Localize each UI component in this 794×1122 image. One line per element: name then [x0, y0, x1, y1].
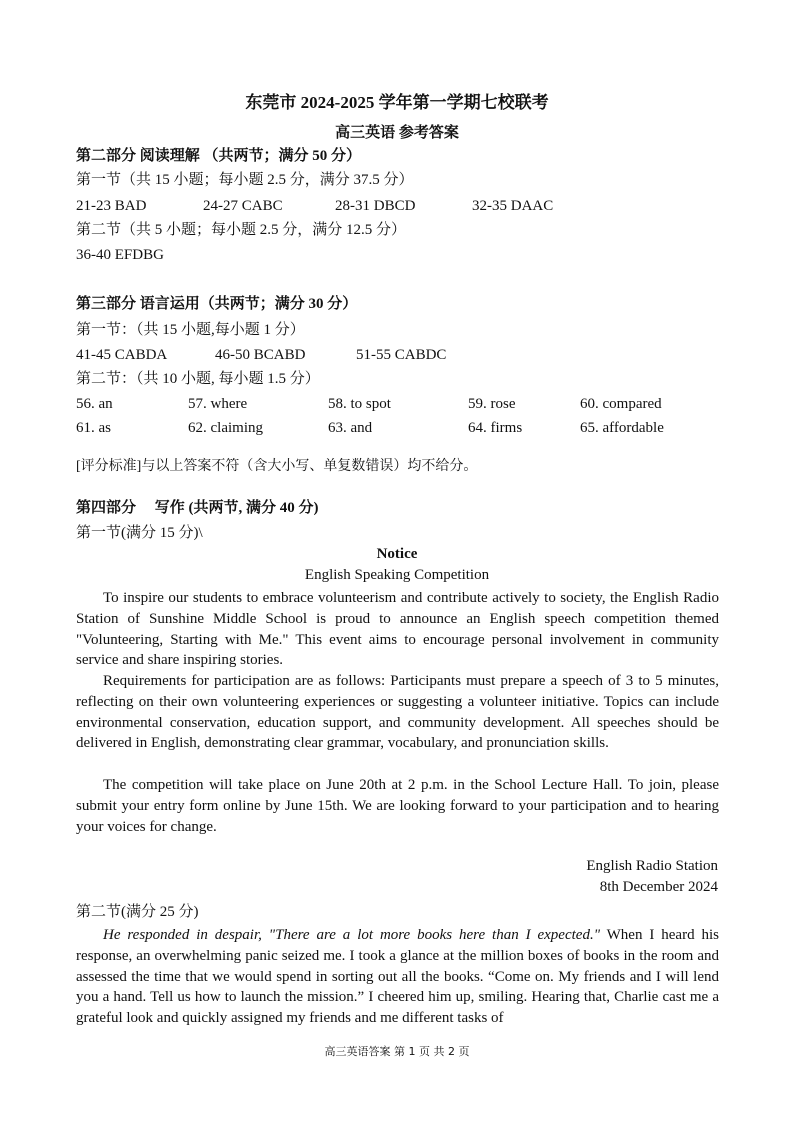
answer-item: 58. to spot	[328, 396, 391, 412]
answer-group: 21-23 BAD	[76, 198, 147, 214]
opening-sentence: He responded in despair, "There are a lot more books here than I expected."	[103, 927, 601, 943]
notice-date: 8th December 2024	[599, 879, 718, 895]
notice-paragraph: The competition will take place on June 20th at 2 p.m. in the School Lecture Hall. To join, please submit your entry form online by June 15th. We are looking forward to your participation and to hearing your voices for change.	[76, 777, 719, 835]
answer-group: 41-45 CABDA	[76, 347, 168, 363]
answer-item: 59. rose	[468, 396, 516, 412]
part2-heading: 第二部分 阅读理解 （共两节；满分 50 分）	[76, 148, 362, 164]
part2-section2-heading: 第二节（共 5 小题；每小题 2.5 分，满分 12.5 分）	[76, 222, 407, 238]
answer-item: 60. compared	[580, 396, 662, 412]
answer-group: 36-40 EFDBG	[76, 247, 164, 263]
answer-item: 63. and	[328, 420, 373, 436]
answer-group: 24-27 CABC	[203, 198, 283, 214]
continuation-paragraph	[76, 925, 719, 1029]
grading-note: [评分标准]与以上答案不符（含大小写、单复数错误）均不给分。	[76, 459, 478, 474]
page-title: 东莞市 2024-2025 学年第一学期七校联考	[245, 93, 549, 112]
answer-item: 56. an	[76, 396, 113, 412]
answer-item: 61. as	[76, 420, 111, 436]
notice-paragraph: Requirements for participation are as follows: Participants must prepare a speech of 3 to 5 minutes, reflecting on their own volunteering experiences or suggesting a volunteer initiative. Topics can include environmental conservation, education support, and community development. All speeches should be delivered in English, demonstrating clear grammar, vocabulary, and pronunciation skills.	[76, 673, 719, 752]
part3-section2-heading: 第二节：（共 10 小题, 每小题 1.5 分）	[76, 371, 320, 387]
page-subtitle: 高三英语 参考答案	[335, 125, 459, 141]
answer-item: 57. where	[188, 396, 248, 412]
part4-section2-heading: 第二节(满分 25 分)	[76, 904, 199, 920]
answer-item: 62. claiming	[188, 420, 263, 436]
notice-subtitle: English Speaking Competition	[304, 567, 490, 583]
answer-group: 51-55 CABDC	[356, 347, 447, 363]
part4-heading: 第四部分 写作 (共两节, 满分 40 分)	[76, 500, 319, 516]
answer-item: 65. affordable	[580, 420, 664, 436]
page-footer: 高三英语答案 第 1 页 共 2 页	[324, 1045, 470, 1058]
continuation-text: When I heard his response, an overwhelming panic seized me. I took a glance at the million boxes of books in the room and assessed the time that we would spend in sorting out all the books. “Come on. My friends and I will lend you a hand. Tell us how to launch the mission.” I cheered him up, smiling. Hearing that, Charlie cast me a grateful look and quickly assigned my friends and me different tasks of	[76, 927, 719, 1027]
notice-title: Notice	[376, 546, 418, 562]
part3-section1-heading: 第一节：（共 15 小题,每小题 1 分）	[76, 322, 305, 338]
answer-group: 46-50 BCABD	[215, 347, 306, 363]
notice-paragraph: To inspire our students to embrace volunteerism and contribute actively to society, the English Radio Station of Sunshine Middle School is proud to announce an English speech competition themed "Volunteering, Starting with Me." This event aims to encourage personal involvement in community service and share inspiring stories.	[76, 590, 719, 669]
answer-item: 64. firms	[468, 420, 523, 436]
part2-section1-heading: 第一节（共 15 小题；每小题 2.5 分，满分 37.5 分）	[76, 172, 414, 188]
notice-signature: English Radio Station	[586, 858, 718, 874]
answer-group: 32-35 DAAC	[472, 198, 554, 214]
answer-group: 28-31 DBCD	[335, 198, 416, 214]
part3-heading: 第三部分 语言运用（共两节；满分 30 分）	[76, 296, 358, 312]
part4-section1-heading: 第一节(满分 15 分)\	[76, 525, 203, 541]
